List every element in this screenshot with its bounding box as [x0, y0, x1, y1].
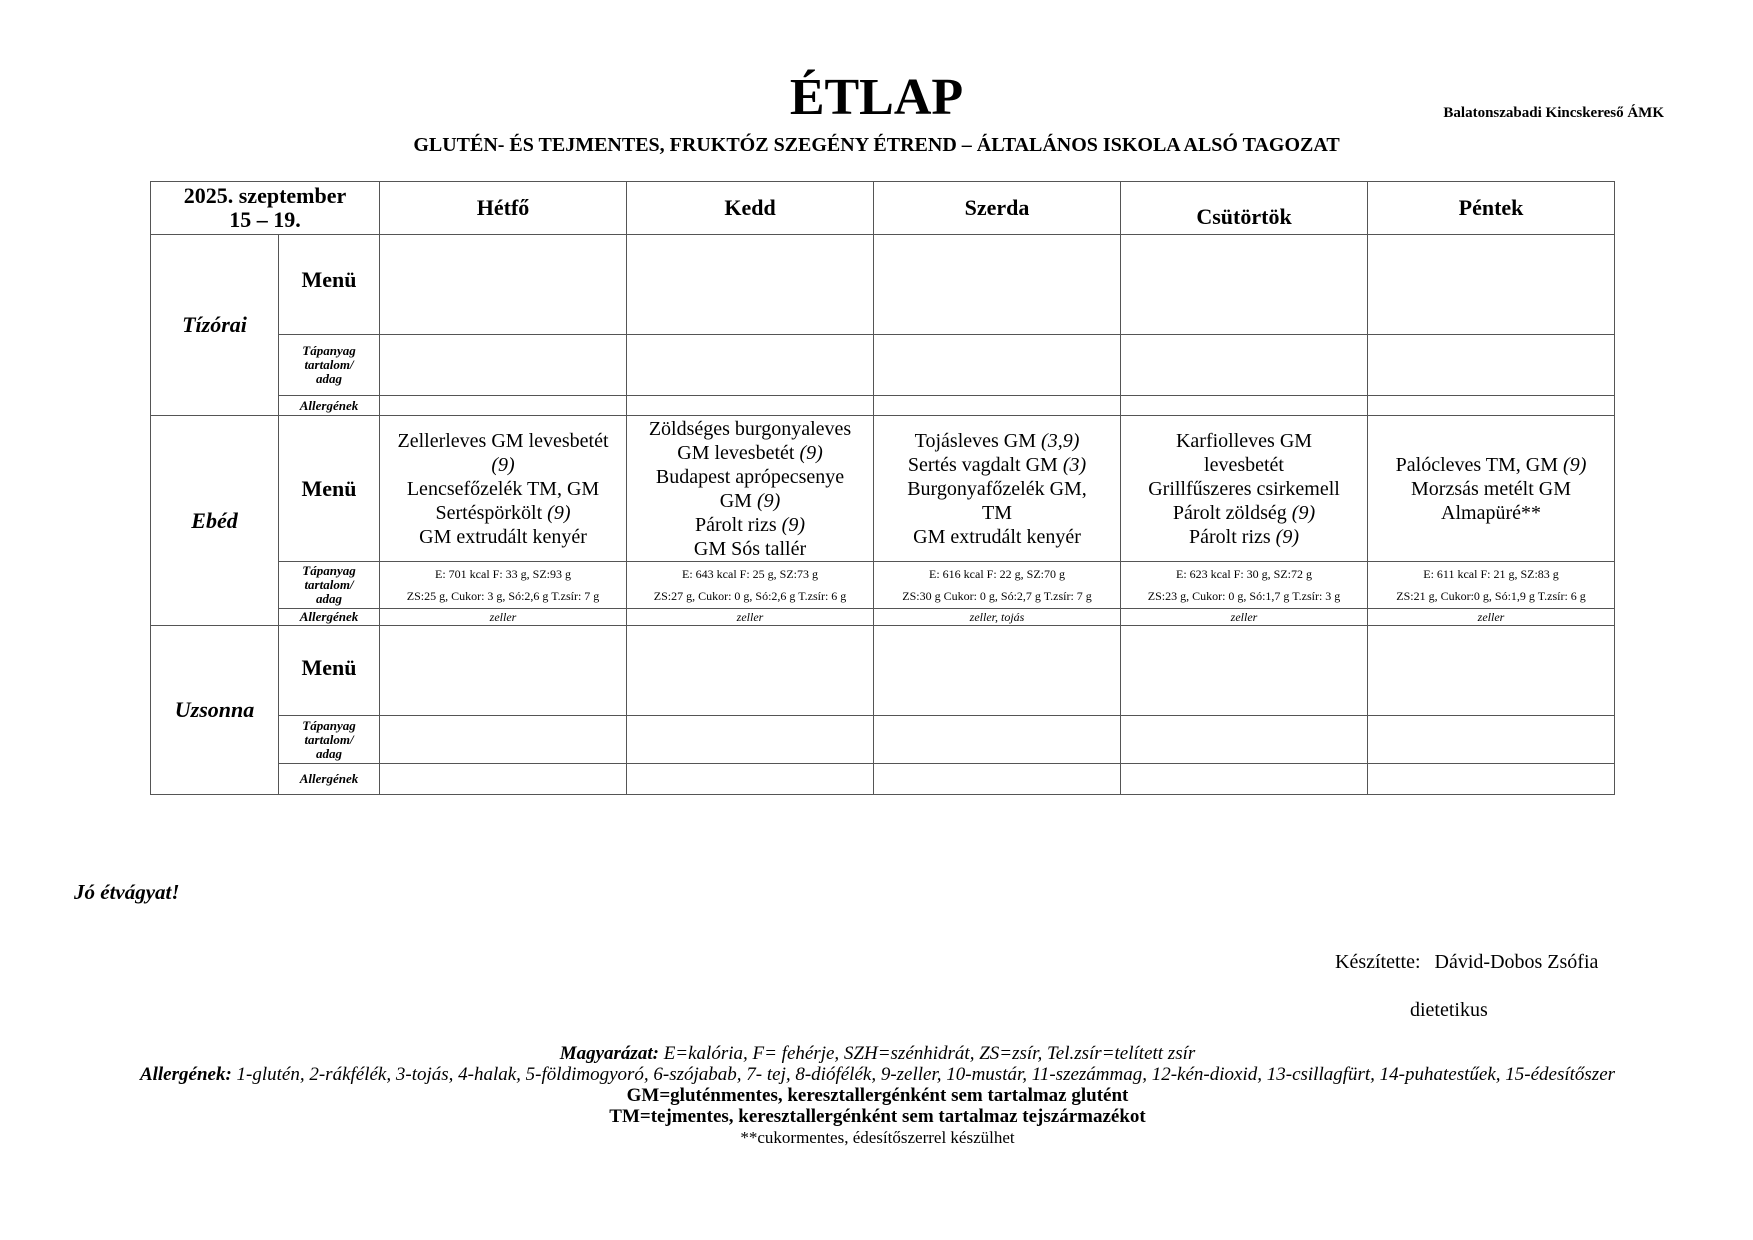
row-label-menu: Menü [279, 416, 380, 562]
nutrients-cell [380, 716, 627, 764]
dish-text: GM extrudált kenyér [913, 525, 1081, 548]
dish-line [1368, 501, 1614, 525]
allergen-code: (9) [1563, 453, 1587, 476]
dish-line [874, 477, 1120, 501]
row-label-menu: Menü [279, 235, 380, 335]
legend-sugar-note: **cukormentes, édesítőszerrel készülhet [740, 1128, 1015, 1147]
allergen-code: (9) [756, 489, 781, 512]
allergens-cell [380, 396, 627, 416]
allergens-cell [380, 764, 627, 795]
allergens-cell [1121, 764, 1368, 795]
nutrients-cell [627, 716, 874, 764]
nutrients-cell [874, 716, 1121, 764]
meal-label-ebed: Ebéd [151, 416, 279, 626]
legend-explanation: Magyarázat: E=kalória, F= fehérje, SZH=szénhidrát, ZS=zsír, Tel.zsír=telített zsír [559, 1043, 1196, 1064]
dish-text: Burgonyafőzelék GM, [907, 477, 1087, 500]
dish-text: Grillfűszeres csirkemell [1148, 477, 1340, 500]
day-header-wednesday: Szerda [874, 182, 1121, 235]
nutrients-cell [380, 335, 627, 396]
tizorai-allergens-row [151, 396, 1615, 416]
ebed-nutrients-row [151, 562, 1615, 609]
menu-cell [627, 235, 874, 335]
author-label: Készítette: [1335, 951, 1421, 973]
header-row [151, 182, 1615, 235]
dish-text: GM [719, 489, 757, 512]
greeting: Jó étvágyat! [74, 880, 180, 904]
lunch-menu-monday [380, 416, 627, 562]
dish-line [1368, 477, 1614, 501]
lunch-nutrients-friday: E: 611 kcal F: 21 g, SZ:83 g ZS:21 g, Cukor:0 g, Só:1,9 g T.zsír: 6 g [1368, 562, 1615, 609]
allergens-cell [627, 764, 874, 795]
menu-cell [1121, 626, 1368, 716]
date-days: 15 – 19. [229, 207, 301, 232]
ebed-menu-row [151, 416, 1615, 562]
allergen-code: (9) [1291, 501, 1316, 524]
nutrients-cell [1368, 335, 1615, 396]
dish-text: Párolt rizs [1189, 525, 1276, 548]
dish-text: Morzsás metélt GM [1411, 477, 1571, 500]
allergen-code: (9) [799, 441, 823, 464]
legend [105, 1043, 1650, 1148]
lunch-nutrients-monday: E: 701 kcal F: 33 g, SZ:93 g ZS:25 g, Cukor: 3 g, Só:2,6 g T.zsír: 7 g [380, 562, 627, 609]
menu-cell [874, 626, 1121, 716]
lunch-allergens-wednesday: zeller, tojás [874, 609, 1121, 626]
dish-line [1368, 453, 1614, 477]
menu-cell [380, 626, 627, 716]
dish-text: GM extrudált kenyér [419, 525, 587, 548]
lunch-menu-friday [1368, 416, 1615, 562]
author-line [1335, 951, 1598, 974]
allergen-code: (9) [547, 501, 571, 524]
dish-line [874, 453, 1120, 477]
allergen-code: (9) [491, 453, 515, 476]
dish-text: Karfiolleves GM [1175, 429, 1313, 452]
menu-cell [874, 235, 1121, 335]
menu-cell [380, 235, 627, 335]
row-label-nutrients: Tápanyag tartalom/ adag [279, 335, 380, 396]
uzsonna-allergens-row [151, 764, 1615, 795]
dish-line [627, 537, 873, 561]
day-header-friday: Péntek [1368, 182, 1615, 235]
day-header-thursday: Csütörtök [1121, 182, 1368, 235]
author-role: dietetikus [1410, 999, 1488, 1021]
allergens-cell [874, 396, 1121, 416]
row-label-menu: Menü [279, 626, 380, 716]
ebed-allergens-row [151, 609, 1615, 626]
lunch-menu-tuesday [627, 416, 874, 562]
dish-text: TM [982, 501, 1013, 524]
lunch-allergens-tuesday: zeller [627, 609, 874, 626]
allergens-cell [1368, 764, 1615, 795]
legend-gm-note: GM=gluténmentes, keresztallergénként sem tartalmaz glutént [626, 1085, 1129, 1106]
dish-text: GM Sós tallér [693, 537, 807, 560]
dish-text: Sertéspörkölt [435, 501, 548, 524]
row-label-nutrients: Tápanyag tartalom/ adag [279, 562, 380, 609]
dish-text: Palócleves TM, GM [1395, 453, 1564, 476]
dish-line [627, 441, 873, 465]
dish-line [627, 489, 873, 513]
meal-label-tizorai: Tízórai [151, 235, 279, 416]
lunch-nutrients-thursday: E: 623 kcal F: 30 g, SZ:72 g ZS:23 g, Cukor: 0 g, Só:1,7 g T.zsír: 3 g [1121, 562, 1368, 609]
nutrients-cell [1121, 335, 1368, 396]
nutrients-cell [627, 335, 874, 396]
dish-text: levesbetét [1204, 453, 1284, 476]
nutrients-cell [874, 335, 1121, 396]
allergen-code: (9) [781, 513, 805, 536]
day-header-tuesday: Kedd [627, 182, 874, 235]
page-title: ÉTLAP [789, 69, 964, 126]
lunch-menu-thursday [1121, 416, 1368, 562]
dish-line [1121, 429, 1367, 453]
menu-cell [627, 626, 874, 716]
lunch-allergens-thursday: zeller [1121, 609, 1368, 626]
dish-line [1121, 477, 1367, 501]
dish-text: Párolt zöldség [1172, 501, 1292, 524]
row-label-nutrients: Tápanyag tartalom/ adag [279, 716, 380, 764]
dish-text: Sertés vagdalt GM [907, 453, 1063, 476]
meal-label-uzsonna: Uzsonna [151, 626, 279, 795]
school-name: Balatonszabadi Kincskereső ÁMK [1443, 105, 1664, 121]
dish-line [874, 429, 1120, 453]
tizorai-nutrients-row [151, 335, 1615, 396]
dish-text: Budapest aprópecsenye [655, 465, 845, 488]
dish-line [1121, 453, 1367, 477]
dish-line [380, 477, 626, 501]
dish-text: Párolt rizs [695, 513, 782, 536]
dish-line [627, 513, 873, 537]
dish-text: GM levesbetét [677, 441, 800, 464]
nutrients-cell [1121, 716, 1368, 764]
allergen-code: (3,9) [1041, 429, 1080, 452]
menu-cell [1121, 235, 1368, 335]
lunch-allergens-friday: zeller [1368, 609, 1615, 626]
dish-text: Lencsefőzelék TM, GM [406, 477, 600, 500]
lunch-allergens-monday: zeller [380, 609, 627, 626]
nutrients-cell [1368, 716, 1615, 764]
dish-line [1121, 525, 1367, 549]
menu-cell [1368, 235, 1615, 335]
dish-line [380, 429, 626, 453]
date-month: 2025. szeptember [183, 183, 347, 208]
dish-line [1121, 501, 1367, 525]
allergens-cell [1121, 396, 1368, 416]
uzsonna-menu-row [151, 626, 1615, 716]
lunch-menu-wednesday [874, 416, 1121, 562]
dish-line [874, 501, 1120, 525]
menu-table [150, 181, 1615, 795]
allergens-cell [1368, 396, 1615, 416]
dish-text: Almapüré** [1441, 501, 1541, 524]
lunch-nutrients-tuesday: E: 643 kcal F: 25 g, SZ:73 g ZS:27 g, Cukor: 0 g, Só:2,6 g T.zsír: 6 g [627, 562, 874, 609]
tizorai-menu-row [151, 235, 1615, 335]
allergens-cell [627, 396, 874, 416]
dish-text: Zellerleves GM levesbetét [397, 429, 609, 452]
legend-allergens: Allergének: 1-glutén, 2-rákfélék, 3-tojás, 4-halak, 5-földimogyoró, 6-szójabab, 7- tej, 8-diófélék, 9-zeller, 10-mustár, 11-szezámmag, 12-kén-dioxid, 13-csillagfürt, 14-puhatestűek, 15-édesítőszer [139, 1064, 1616, 1085]
dish-text: Tojásleves GM [914, 429, 1042, 452]
allergen-code: (3) [1062, 453, 1087, 476]
lunch-nutrients-wednesday: E: 616 kcal F: 22 g, SZ:70 g ZS:30 g Cukor: 0 g, Só:2,7 g T.zsír: 7 g [874, 562, 1121, 609]
date-range-cell [151, 182, 380, 235]
allergens-cell [874, 764, 1121, 795]
dish-line [627, 417, 873, 441]
row-label-allergens: Allergének [279, 396, 380, 416]
dish-line [380, 453, 626, 477]
page-subtitle: GLUTÉN- ÉS TEJMENTES, FRUKTÓZ SZEGÉNY ÉTREND – ÁLTALÁNOS ISKOLA ALSÓ TAGOZAT [413, 134, 1340, 156]
dish-line [874, 525, 1120, 549]
dish-line [380, 525, 626, 549]
dish-text: Zöldséges burgonyaleves [648, 417, 852, 440]
row-label-allergens: Allergének [279, 609, 380, 626]
dish-line [380, 501, 626, 525]
row-label-allergens: Allergének [279, 764, 380, 795]
dish-line [627, 465, 873, 489]
author-name: Dávid-Dobos Zsófia [1434, 951, 1599, 973]
uzsonna-nutrients-row [151, 716, 1615, 764]
legend-tm-note: TM=tejmentes, keresztallergénként sem tartalmaz tejszármazékot [609, 1106, 1146, 1127]
allergen-code: (9) [1275, 525, 1299, 548]
menu-cell [1368, 626, 1615, 716]
day-header-monday: Hétfő [380, 182, 627, 235]
